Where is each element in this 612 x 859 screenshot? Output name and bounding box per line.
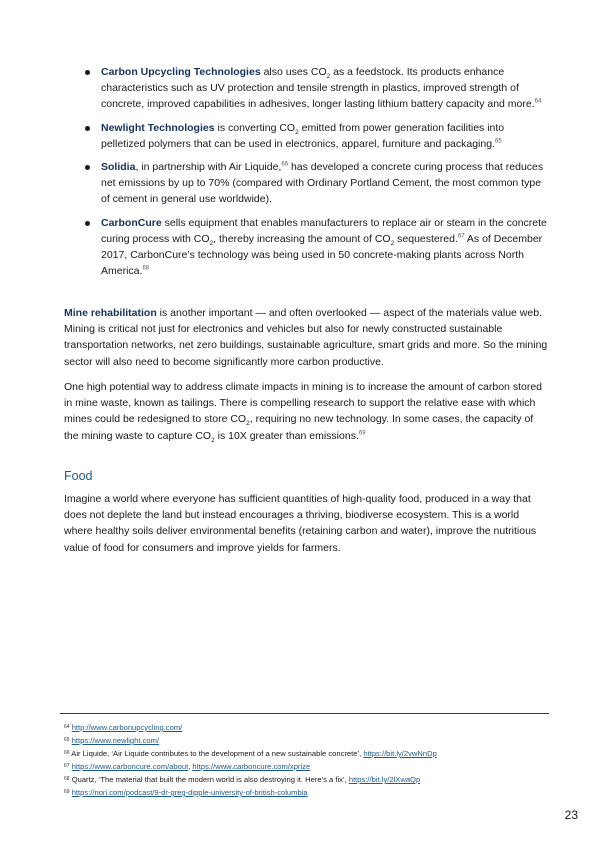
footnote-link[interactable]: https://bit.ly/2vwNnDp <box>363 749 437 758</box>
footnote-65: $^{65}$ https://www.newlight.com/ <box>64 736 160 745</box>
company-name: Solidia <box>101 161 136 174</box>
term-mine-rehabilitation: Mine rehabilitation <box>64 307 157 319</box>
bullet-newlight: Newlight Technologies is converting $CO_2$ emitted from power generation facilities into pelletized polymers that can be used in electronics, apparel, furniture and packaging.$^{65}$ <box>101 120 547 152</box>
footnote-66: $^{66}$ Air Liquide, ‘Air Liquide contributes to the development of a new sustainable concrete’, https://bit.ly/2vwNnDp <box>64 749 437 758</box>
footnote-link[interactable]: https://www.newlight.com/ <box>71 736 160 745</box>
company-name: Carbon Upcycling Technologies <box>101 66 261 78</box>
section-heading-food: Food <box>64 469 93 483</box>
tailings-paragraph: One high potential way to address climate impacts in mining is to increase the amount of carbon stored in mine waste, known as tailings. There is compelling research to support the relative ease with which mines could be redesigned to store $CO_2$, requiring no new technology. In some cases, the capacity of the mining waste to capture $CO_2$ is 10X greater than emissions.$^{69}$ <box>64 381 543 444</box>
food-paragraph: Imagine a world where everyone has sufficient quantities of high-quality food, produced in a way that does not deplete the land but instead encourages a thriving, biodiverse ecosystem. This is a world where healthy soils deliver environmental benefits (retaining carbon and water), improve the nutritious value of food for consumers and improve yields for farmers. <box>64 493 537 554</box>
company-name: Newlight Technologies <box>101 121 215 134</box>
footnote-divider <box>60 713 549 714</box>
bullet-carbon-upcycling: Carbon Upcycling Technologies also uses $CO_2$ as a feedstock. Its products enhance characteristics such as UV protection and tensile strength in plastics, improved strength of concrete, improved capabilities in adhesives, longer lasting lithium battery capacity and more.$^{64}$ <box>101 64 547 113</box>
company-bullet-list <box>101 64 547 286</box>
footnote-ref[interactable]: 64 <box>534 98 542 105</box>
footnote-link[interactable]: https://www.carboncure.com/about <box>71 762 189 771</box>
mine-rehabilitation-paragraph: Mine rehabilitation is another important — and often overlooked — aspect of the materials value web. Mining is critical not just for electronics and vehicles but also for newly constructed sustainable transportation networks, net zero buildings, sustainable agriculture, smart grids and more. So the mining sector will also need to become significantly more carbon productive. <box>64 307 548 368</box>
footnote-ref[interactable]: 67 <box>457 233 465 240</box>
footnote-link-secondary[interactable]: https://www.carboncure.com/xprize <box>192 762 311 771</box>
bullet-carboncure: CarbonCure sells equipment that enables manufacturers to replace air or steam in the concrete curing process with $CO_2$, thereby increasing the amount of $CO_2$ sequestered.$^{67}$ As of December 2017, CarbonCure’s technology was being used in 50 concrete-making plants across North America.$^{68}$ <box>101 215 547 280</box>
footnote-64: $^{64}$ http://www.carbonupcycling.com/ <box>64 723 183 732</box>
footnote-link[interactable]: https://bit.ly/2lXwaQp <box>348 775 421 784</box>
footnote-link[interactable]: http://www.carbonupcycling.com/ <box>71 723 183 732</box>
bullet-solidia: Solidia, in partnership with Air Liquide,$^{66}$ has developed a concrete curing process that reduces net emissions by up to 70% (compared with Ordinary Portland Cement, the most common type of cement in general use worldwide). <box>101 159 547 208</box>
company-name: CarbonCure <box>101 216 162 229</box>
footnote-68: $^{68}$ Quartz, ‘The material that built the modern world is also destroying it. Here’s a fix’, https://bit.ly/2lXwaQp <box>64 775 421 784</box>
page-number: 23 <box>564 808 578 822</box>
footnotes-list <box>64 721 554 799</box>
footnote-ref[interactable]: 65 <box>495 138 502 145</box>
footnote-ref[interactable]: 69 <box>358 430 366 437</box>
footnote-link[interactable]: https://nori.com/podcast/9-dr-greg-dipple-university-of-british-columbia <box>71 788 308 797</box>
footnote-ref[interactable]: 68 <box>142 265 150 272</box>
footnote-ref[interactable]: 66 <box>281 161 289 168</box>
footnote-67: $^{67}$ https://www.carboncure.com/about, https://www.carboncure.com/xprize <box>64 762 311 771</box>
footnote-69: $^{69}$ https://nori.com/podcast/9-dr-greg-dipple-university-of-british-columbia <box>64 788 308 797</box>
